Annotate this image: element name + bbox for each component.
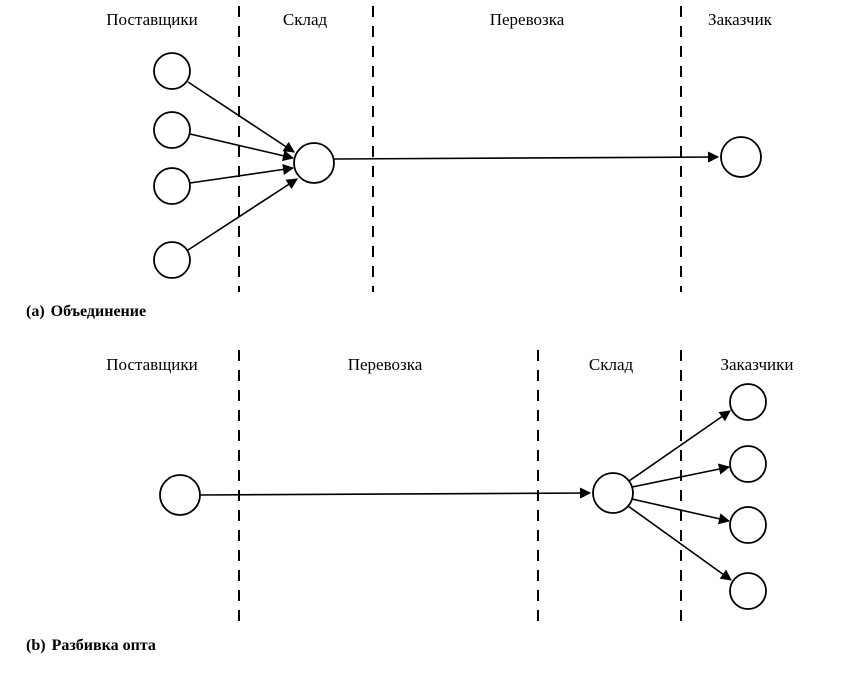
caption-a xyxy=(26,303,146,321)
column-label-suppliers-a: Поставщики xyxy=(106,10,198,29)
caption-b xyxy=(26,637,156,655)
warehouse-node xyxy=(294,143,334,183)
caption-b-letter: (b) xyxy=(26,637,46,654)
customer-node xyxy=(730,573,766,609)
customer-node xyxy=(730,507,766,543)
panel-b-arrows xyxy=(200,411,731,580)
customer-node xyxy=(721,137,761,177)
warehouse-node xyxy=(593,473,633,513)
column-label-suppliers-b: Поставщики xyxy=(106,355,198,374)
column-label-warehouse-a: Склад xyxy=(282,10,328,29)
caption-a-letter: (a) xyxy=(26,303,45,320)
supplier-node xyxy=(160,475,200,515)
customer-node xyxy=(730,384,766,420)
supplier-node xyxy=(154,53,190,89)
caption-b-text: Разбивка опта xyxy=(51,637,156,654)
panel-a-arrows xyxy=(188,82,718,250)
panel-b-nodes xyxy=(160,384,766,609)
customer-node xyxy=(730,446,766,482)
supplier-node xyxy=(154,112,190,148)
caption-a-text: Объединение xyxy=(50,303,147,320)
supplier-node xyxy=(154,242,190,278)
supplier-node xyxy=(154,168,190,204)
column-label-warehouse-b: Склад xyxy=(588,355,634,374)
column-label-customer-a: Заказчик xyxy=(708,10,772,29)
column-label-transport-a: Перевозка xyxy=(489,10,565,29)
column-label-transport-b: Перевозка xyxy=(347,355,423,374)
panel-a-nodes xyxy=(154,53,761,278)
column-label-customers-b: Заказчики xyxy=(720,355,794,374)
